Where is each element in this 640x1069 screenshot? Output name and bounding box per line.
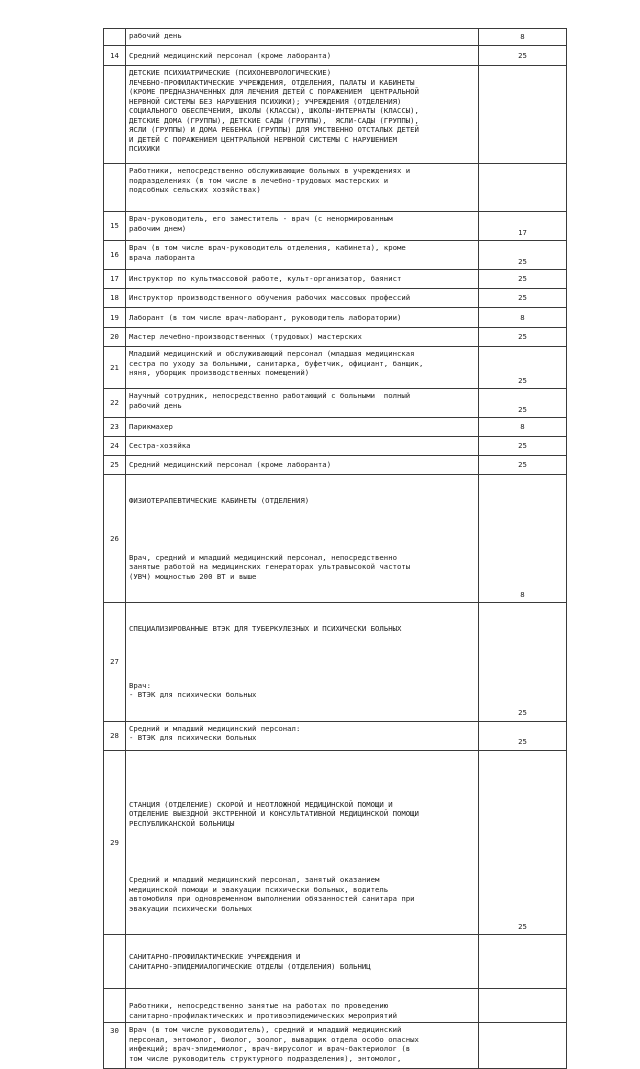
row-value: 25 (479, 456, 567, 475)
row-description: Средний медицинский персонал (кроме лаборанта) (126, 46, 479, 66)
row-value: 25 (479, 270, 567, 289)
spacer (129, 653, 475, 662)
row-value: 25 (479, 289, 567, 308)
row-value (479, 164, 567, 212)
table-row (104, 418, 567, 437)
row-number: 25 (104, 456, 126, 475)
row-description: Средний и младший медицинский персонал: - ВТЭК для психически больных (126, 721, 479, 750)
row-value: 25 (479, 750, 567, 935)
table-row (104, 46, 567, 66)
row-description (126, 603, 479, 722)
row-text: Врач, средний и младший медицинский персонал, непосредственно занятые работой на медицинских генераторах ультравысокой частоты (УВЧ) мощностью 200 ВТ и выше (129, 552, 411, 581)
row-number (104, 66, 126, 164)
row-number: 30 (104, 1023, 126, 1069)
table-row (104, 308, 567, 328)
section-header-row (104, 66, 567, 164)
table-row (104, 750, 567, 935)
row-number: 23 (104, 418, 126, 437)
section-heading: ДЕТСКИЕ ПСИХИАТРИЧЕСКИЕ (ПСИХОНЕВРОЛОГИЧЕСКИЕ) ЛЕЧЕБНО-ПРОФИЛАКТИЧЕСКИЕ УЧРЕЖДЕНИЯ, ОТДЕЛЕНИЯ, ПАЛАТЫ И КАБИНЕТЫ (КРОМЕ ПРЕДНАЗНАЧЕННЫХ ДЛЯ ЛЕЧЕНИЯ ДЕТЕЙ С ПОРАЖЕНИЕМ ЦЕНТРАЛЬНОЙ НЕРВНОЙ СИСТЕМЫ БЕЗ НАРУШЕНИЯ ПСИХИКИ); УЧРЕЖДЕНИЯ (ОТДЕЛЕНИЯ) СОЦИАЛЬНОГО ОБЕСПЕЧЕНИЯ, ШКОЛЫ (КЛАССЫ), ШКОЛЫ-ИНТЕРНАТЫ (КЛАССЫ), ДЕТСКИЕ ДОМА (ГРУППЫ), ДЕТСКИЕ САДЫ (ГРУППЫ), ЯСЛИ-САДЫ (ГРУППЫ), ЯСЛИ (ГРУППЫ) И ДОМА РЕБЕНКА (ГРУППЫ) ДЛЯ УМСТВЕННО ОТСТАЛЫХ ДЕТЕЙ И ДЕТЕЙ С ПОРАЖЕНИЕМ ЦЕНТРАЛЬНОЙ НЕРВНОЙ СИСТЕМЫ С НАРУШЕНИЕМ ПСИХИКИ (126, 66, 479, 164)
row-number: 15 (104, 212, 126, 241)
table-row (104, 289, 567, 308)
row-number (104, 935, 126, 989)
row-number: 27 (104, 603, 126, 722)
row-value: 25 (479, 347, 567, 389)
section-heading: СТАНЦИЯ (ОТДЕЛЕНИЕ) СКОРОЙ И НЕОТЛОЖНОЙ МЕДИЦИНСКОЙ ПОМОЩИ И ОТДЕЛЕНИЕ ВЫЕЗДНОЙ ЭКСТРЕННОЙ И КОНСУЛЬТАТИВНОЙ МЕДИЦИНСКОЙ ПОМОЩИ РЕСПУБЛИКАНСКОЙ БОЛЬНИЦЫ (129, 799, 419, 828)
row-description (126, 475, 479, 603)
row-value: 8 (479, 418, 567, 437)
row-number: 22 (104, 389, 126, 418)
spacer (129, 772, 475, 781)
spacer (129, 525, 475, 534)
row-description: Средний медицинский персонал (кроме лаборанта) (126, 456, 479, 475)
row-value: 8 (479, 308, 567, 328)
row-number: 16 (104, 241, 126, 270)
row-number: 21 (104, 347, 126, 389)
table-row (104, 1023, 567, 1069)
row-description: рабочий день (126, 29, 479, 46)
row-description: Врач (в том числе руководитель), средний и младший медицинский персонал, энтомолог, биолог, зоолог, выварщик отдела особо опасных инфекций; врач-эпидемиолог, врач-вирусолог и врач-бактериолог (в том числе руководитель структурного подразделения), энтомолог, (126, 1023, 479, 1069)
table-row (104, 721, 567, 750)
table-row (104, 475, 567, 603)
row-text: Средний и младший медицинский персонал, занятый оказанием медицинской помощи и эвакуации психически больных, водитель автомобиля при одновременном выполнении обязанностей санитара при эвакуации психически больных (129, 875, 415, 913)
row-value: 17 (479, 212, 567, 241)
table-row (104, 456, 567, 475)
table-row (104, 437, 567, 456)
table-row (104, 212, 567, 241)
row-description: Сестра-хозяйка (126, 437, 479, 456)
row-description: Мастер лечебно-производственных (трудовых) мастерских (126, 328, 479, 347)
row-number: 17 (104, 270, 126, 289)
row-number: 26 (104, 475, 126, 603)
row-value: 25 (479, 241, 567, 270)
table-row (104, 29, 567, 46)
table-row (104, 603, 567, 722)
row-value (479, 989, 567, 1023)
row-number (104, 29, 126, 46)
row-description: Парикмахер (126, 418, 479, 437)
section-heading: САНИТАРНО-ПРОФИЛАКТИЧЕСКИЕ УЧРЕЖДЕНИЯ И САНИТАРНО-ЭПИДЕМИАЛОГИЧЕСКИЕ ОТДЕЛЫ (ОТДЕЛЕНИЯ) БОЛЬНИЦ (126, 935, 479, 989)
row-value: 25 (479, 46, 567, 66)
row-number: 24 (104, 437, 126, 456)
row-number: 29 (104, 750, 126, 935)
row-description: Лаборант (в том числе врач-лаборант, руководитель лаборатории) (126, 308, 479, 328)
row-number (104, 164, 126, 212)
norms-table (103, 28, 567, 1069)
row-value (479, 66, 567, 164)
row-number: 28 (104, 721, 126, 750)
table-row (104, 389, 567, 418)
row-value: 8 (479, 475, 567, 603)
row-value: 8 (479, 29, 567, 46)
row-description: Младший медицинский и обслуживающий персонал (младшая медицинская сестра по уходу за больными, санитарка, буфетчик, официант, банщик, няня, уборщик производственных помещений) (126, 347, 479, 389)
table-row (104, 347, 567, 389)
table-row (104, 328, 567, 347)
row-value (479, 935, 567, 989)
row-number: 18 (104, 289, 126, 308)
spacer (129, 847, 475, 856)
row-value: 25 (479, 328, 567, 347)
row-number: 14 (104, 46, 126, 66)
row-value: 25 (479, 437, 567, 456)
row-description: Врач-руководитель, его заместитель - врач (с ненормированным рабочим днем) (126, 212, 479, 241)
row-number: 20 (104, 328, 126, 347)
subsection-header-row (104, 989, 567, 1023)
row-description: Врач (в том числе врач-руководитель отделения, кабинета), кроме врача лаборанта (126, 241, 479, 270)
subsection-header-row (104, 164, 567, 212)
section-heading: ФИЗИОТЕРАПЕВТИЧЕСКИЕ КАБИНЕТЫ (ОТДЕЛЕНИЯ) (129, 496, 310, 505)
row-description (126, 750, 479, 935)
row-description: Инструктор по культмассовой работе, культ-организатор, баянист (126, 270, 479, 289)
section-heading: СПЕЦИАЛИЗИРОВАННЫЕ ВТЭК ДЛЯ ТУБЕРКУЛЕЗНЫХ И ПСИХИЧЕСКИ БОЛЬНЫХ (129, 624, 402, 633)
row-value (479, 1023, 567, 1069)
row-value: 25 (479, 389, 567, 418)
row-number (104, 989, 126, 1023)
section-header-row (104, 935, 567, 989)
row-value: 25 (479, 603, 567, 722)
table-row (104, 241, 567, 270)
row-number: 19 (104, 308, 126, 328)
subsection-heading: Работники, непосредственно обслуживающие больных в учреждениях и подразделениях (в том числе в лечебно-трудовых мастерских и подсобных сельских хозяйствах) (126, 164, 479, 212)
subsection-heading: Работники, непосредственно занятые на работах по проведению санитарно-профилактических и противоэпидемических мероприятий (126, 989, 479, 1023)
row-text: Врач: - ВТЭК для психически больных (129, 680, 257, 699)
row-description: Инструктор производственного обучения рабочих массовых профессий (126, 289, 479, 308)
table-row (104, 270, 567, 289)
row-description: Научный сотрудник, непосредственно работающий с больными полный рабочий день (126, 389, 479, 418)
row-value: 25 (479, 721, 567, 750)
